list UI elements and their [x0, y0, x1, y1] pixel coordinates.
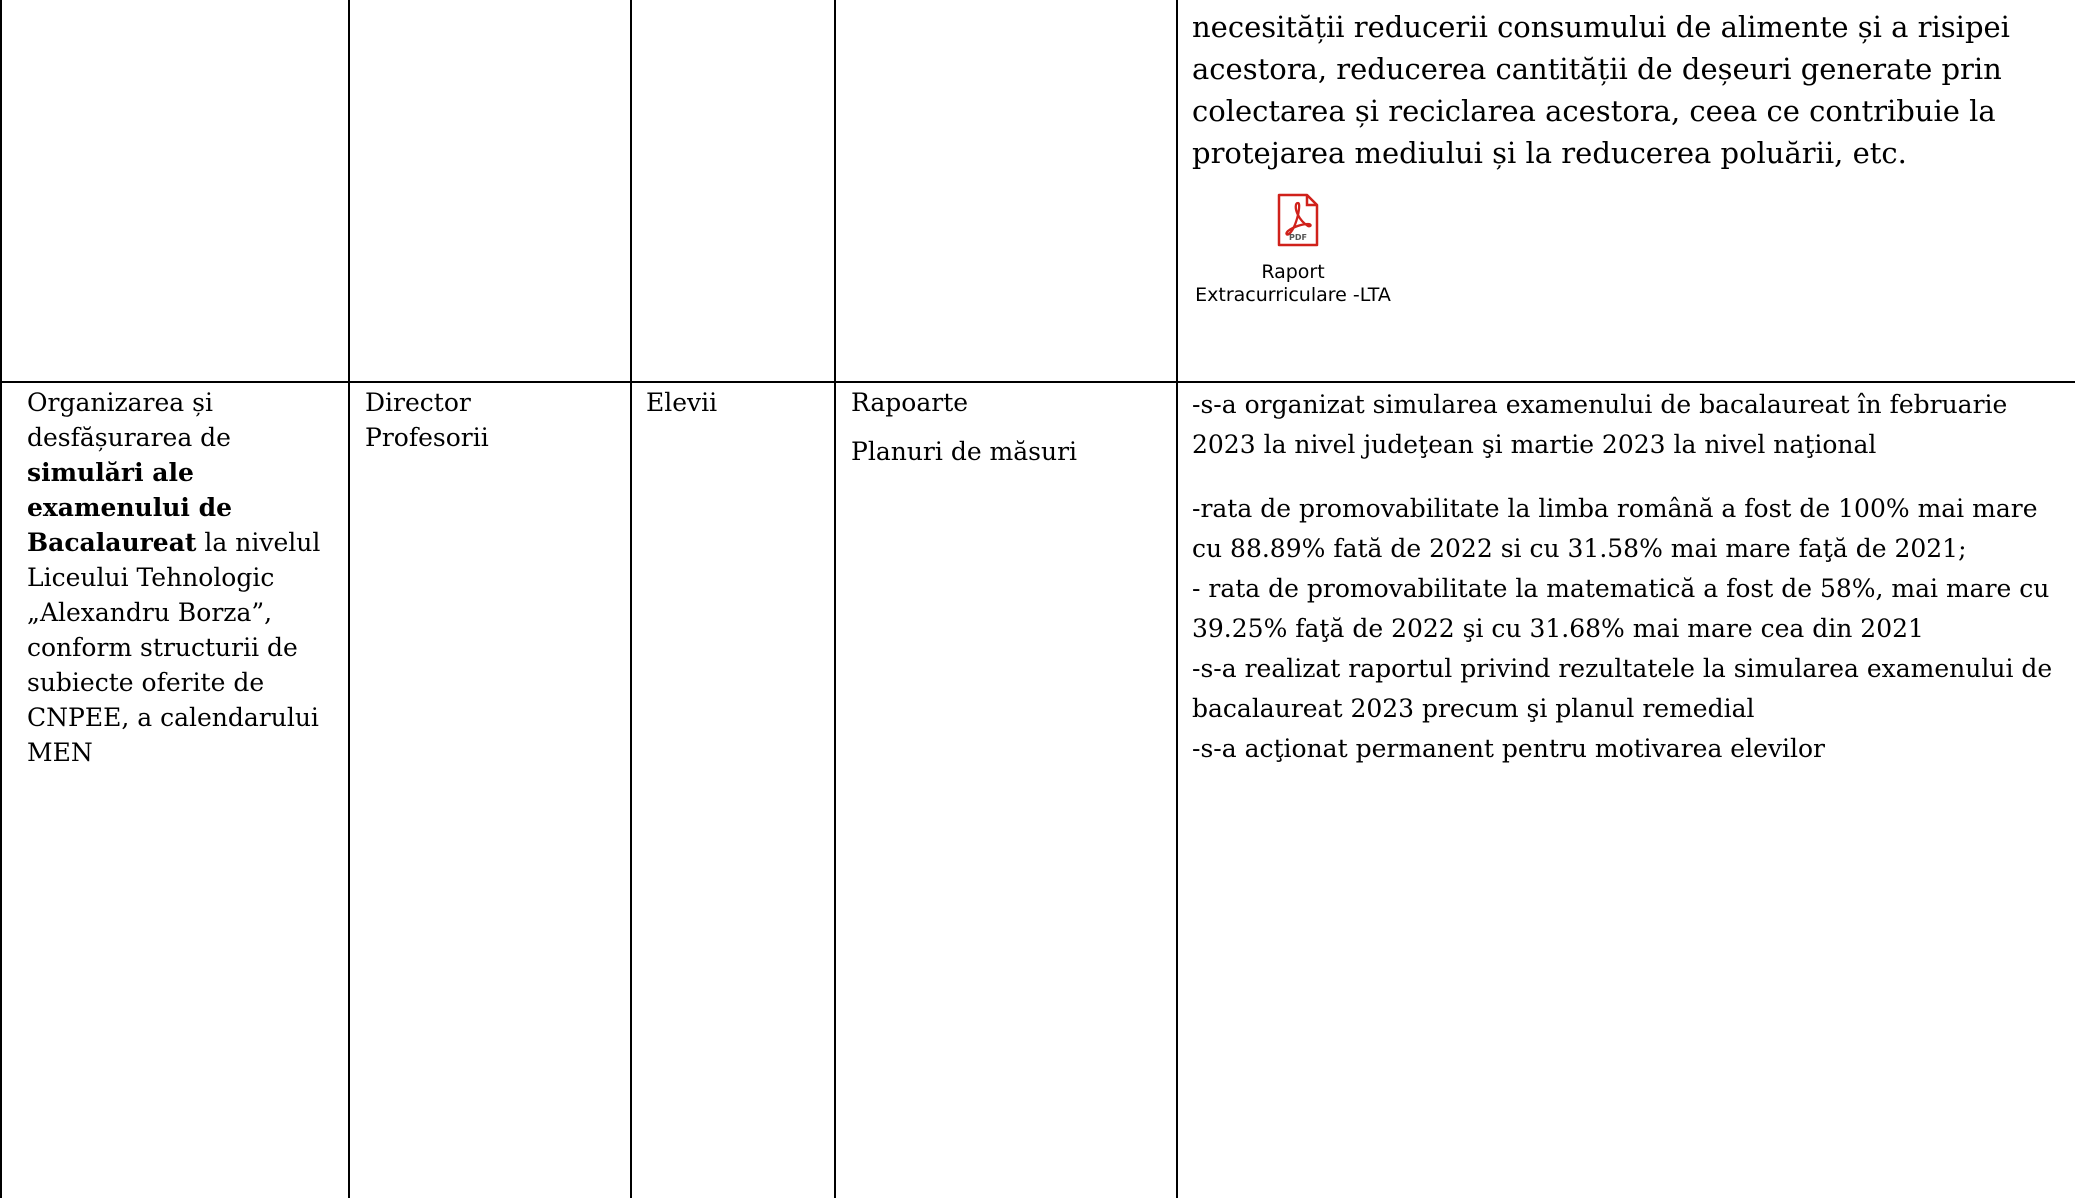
result-line: protejarea mediului și la reducerea poluării, etc. — [1192, 136, 1907, 170]
result-item: -s-a realizat raportul privind rezultatele la simularea examenului de bacalaureat 2023 precum şi planul remedial — [1192, 654, 2053, 723]
result-item: -s-a acţionat permanent pentru motivarea elevilor — [1192, 734, 1825, 763]
column-divider-1 — [348, 0, 350, 1198]
column-divider-4 — [1176, 0, 1178, 1198]
pdf-attachment[interactable] — [1188, 193, 1408, 307]
responsible-item: Profesorii — [365, 423, 489, 452]
responsible-cell — [365, 385, 615, 455]
activity-cell — [27, 385, 337, 770]
result-line: colectarea și reciclarea acestora, ceea ce contribuie la — [1192, 94, 1996, 128]
result-line: necesității reducerii consumului de alimente și a risipei — [1192, 10, 2010, 44]
pdf-file-icon — [1276, 193, 1320, 247]
evidence-item: Planuri de măsuri — [851, 437, 1078, 466]
row-divider — [0, 381, 2075, 383]
svg-text:PDF: PDF — [1289, 233, 1307, 242]
attachment-label-line2: Extracurriculare -LTA — [1195, 284, 1391, 306]
responsible-item: Director — [365, 388, 471, 417]
result-item: -rata de promovabilitate la limba română a fost de 100% mai mare cu 88.89% fată de 2022 si cu 31.58% mai mare faţă de 2021; — [1192, 494, 2038, 563]
target-group: Elevii — [646, 388, 718, 417]
results-cell — [1192, 385, 2072, 769]
activity-bold-text: simulări ale examenului de Bacalaureat — [27, 458, 232, 557]
result-item: -s-a organizat simularea examenului de bacalaureat în februarie 2023 la nivel judeţean şi martie 2023 la nivel naţional — [1192, 390, 2008, 459]
attachment-label-line1: Raport — [1261, 261, 1325, 283]
result-line: acestora, reducerea cantității de deșeuri generate prin — [1192, 52, 2002, 86]
activity-text-rest: la nivelul Liceului Tehnologic „Alexandru Borza”, conform structurii de subiecte oferite de CNPEE, a calendarului MEN — [27, 528, 321, 767]
table-border-left — [0, 0, 2, 1198]
top-row-results — [1192, 6, 2072, 174]
column-divider-3 — [834, 0, 836, 1198]
evidence-cell — [851, 385, 1171, 469]
result-item: - rata de promovabilitate la matematică a fost de 58%, mai mare cu 39.25% faţă de 2022 şi cu 31.68% mai mare cea din 2021 — [1192, 574, 2050, 643]
evidence-item: Rapoarte — [851, 388, 969, 417]
column-divider-2 — [630, 0, 632, 1198]
activity-text: Organizarea și desfășurarea de — [27, 388, 231, 452]
target-group-cell — [646, 385, 826, 420]
